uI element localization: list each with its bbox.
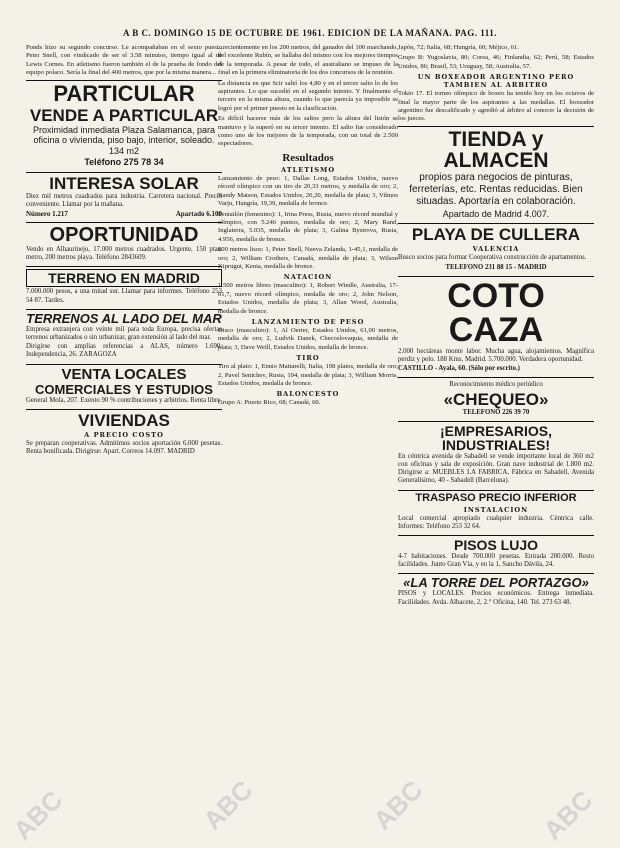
ad-pisos-lujo bbox=[398, 535, 594, 573]
ad-title: PISOS LUJO bbox=[453, 536, 539, 553]
abc-watermark: ABC bbox=[537, 784, 599, 846]
result-text: Disco (masculino): 1, Al Oerter, Estados Unidos, 61,00 metros, medalla de oro; 2, Ludvik Danek, Checoslovaquia, medalla de plata; 3, Dave Weill, Estados Unidos, medalla de bronce. bbox=[218, 326, 398, 351]
result-text: Pentatlón (femenino): 1, Irina Press, Rusia, nuevo récord mundial y olímpico, con 5.246 puntos, medalla de oro; 2, Mary Rand, Inglaterra, 5.035, medalla de plata; 3, Galina Bystrova, Rusia, 4.956, medalla de bronce. bbox=[218, 210, 398, 243]
ad-subtitle: VALENCIA bbox=[472, 245, 520, 254]
ad-text: Dirigirse con amplias referencias a ALAS, número 1.690. Independencia, 26. ZARAGOZA bbox=[26, 343, 222, 359]
result-text: Grupo A: Puerto Rico, 68; Canadá, 60. bbox=[218, 399, 321, 407]
page-header: A B C. DOMINGO 15 DE OCTUBRE DE 1961. EDICION DE LA MAÑANA. PAG. 111. bbox=[122, 28, 498, 38]
abc-watermark: ABC bbox=[197, 774, 259, 836]
ad-text: Local comercial apropiado cualquier industria. Céntrica calle. Informes: Teléfono 253 32 64. bbox=[398, 514, 594, 530]
ad-title: VENDE A PARTICULAR bbox=[29, 105, 219, 125]
ad-viviendas bbox=[26, 409, 222, 460]
result-text: 800 metros lisos: 1, Peter Snell, Nueva Zelanda, 1-45,1, medalla de oro; 2, William Crothers, Canadá, medalla de plata; 3, Wilson Kiprugut, Kenia, medalla de bronce. bbox=[218, 246, 398, 270]
column-2 bbox=[218, 44, 398, 844]
section-title: LANZAMIENTO DE PESO bbox=[251, 317, 365, 326]
ad-title: TIENDA y ALMACEN bbox=[443, 127, 549, 172]
ad-text: Se preparan cooperativas. Admitimos socios aportación 6.000 pesetas. Renta bonificada. Dirigirse: Apart. Correos 14.097. MADRID bbox=[26, 439, 222, 456]
ad-coto-caza bbox=[398, 276, 594, 378]
ad-subtitle: A PRECIO COSTO bbox=[84, 430, 164, 439]
abc-watermark: ABC bbox=[367, 774, 429, 836]
ad-address: CASTILLO - Ayala, 60. (Sólo por escrito.) bbox=[398, 365, 520, 373]
ad-number: Número 1.217 bbox=[26, 210, 68, 219]
ad-text: 7.000.000 pesos, a una mitad sur. Llamar para informes. Teléfono 253 54 87. Tardes. bbox=[26, 288, 222, 304]
ad-subtitle: INSTALACION bbox=[463, 505, 529, 514]
ad-title: TERRENOS AL LADO DEL MAR bbox=[26, 310, 222, 326]
article-text: Es difícil hacerse más de los saltos pero la altura del listón se mantuvo y la superó en su tercer intento. El salto fue considerado como uno de los mejores de la temporada, con un total de 2.500 espectadores. bbox=[218, 115, 398, 148]
ad-text: General Mola, 207. Exento 90 % contribuciones y arbitrios. Renta libre. bbox=[26, 396, 222, 404]
ad-playa-cullera bbox=[398, 223, 594, 275]
ad-title: «CHEQUEO» bbox=[443, 389, 549, 409]
ad-text: Diez mil metros cuadrados para industria. Carretera nacional. Precio conveniente. Llamar por la mañana. bbox=[26, 192, 222, 208]
ad-title: OPORTUNIDAD bbox=[49, 224, 199, 247]
section-title: NATACION bbox=[283, 273, 333, 282]
article-text: Ponds hizo su segundo concurso. Le acompañaban en el sexto puesto Peter Snell, con vindicado de ser el 3.58 minutos, tiempo igual al de Lewis Cornes. En atletismo fueron también el de la prueba de fondo del equipo polaco. Sería la final del 400 metros, que por la misma manera... bbox=[26, 44, 222, 77]
ad-text: 4-7 habitaciones. Desde 700.000 pesetas. Entrada 200.000. Resto facilidades. Junto Gran Vía, y en la 1, Sancho Dávila, 24. bbox=[398, 552, 594, 569]
ad-text: 2.000 hectáreas monte labor. Mucha agua, alojamientos. Magnífica perdiz y pelo. 188 Kms. Madrid. 5.700.000. Verdadera oportunidad. bbox=[398, 347, 594, 363]
ad-title: «LA TORRE DEL PORTAZGO» bbox=[403, 575, 589, 591]
ad-apartado: Apartado de Madrid 4.007. bbox=[442, 208, 550, 219]
ad-phone: Teléfono 275 78 34 bbox=[84, 157, 164, 168]
ad-title: PARTICULAR bbox=[53, 80, 195, 106]
ad-title: TERRENO EN MADRID bbox=[26, 269, 222, 287]
ad-traspaso bbox=[398, 490, 594, 535]
section-title: ATLETISMO bbox=[280, 165, 336, 174]
ad-text: Empresa extranjera con veinte mil para toda Europa, precisa ofertas terrenos urbanizados o sin urbanizar, gran extensión al lado del mar. bbox=[26, 325, 222, 342]
ad-text: Busco socios para formar Cooperativa construcción de apartamentos. bbox=[398, 254, 587, 262]
section-title: TIRO bbox=[296, 354, 320, 363]
article-text: Japón, 72; Italia, 68; Hungría, 60; Méjico, 61. bbox=[398, 44, 519, 51]
ad-title: PLAYA DE CULLERA bbox=[411, 225, 581, 245]
ad-tienda-almacen bbox=[398, 126, 594, 224]
article-text: ...recientemente en los 200 metros, del ganador del 100 marchando, del excelente Rubín, se hallaba del mismo con los mejores tiempos de la temporada. A pesar de todo, el australiano se impuso de la final en la primera eliminatoria de los dos concursos de la reunión. bbox=[218, 44, 398, 77]
ad-title: VIVIENDAS bbox=[78, 410, 170, 430]
result-text: Lanzamiento de peso: 1, Dallas Long, Estados Unidos, nuevo récord olímpico con un tiro de 20,33 metros, y medalla de oro; 2, Randy Matson, Estados Unidos, 20,20, medalla de plata; 3, Vilmos Varju, Hungría, 19,39, medalla de bronce. bbox=[218, 174, 398, 208]
ad-chequeo bbox=[398, 377, 594, 420]
ad-torre-portazgo bbox=[398, 573, 594, 610]
ad-text: propios para negocios de pinturas, ferreterías, etc. Rentas reducidas. Bien situadas. Aportaría en colaboración. bbox=[409, 171, 583, 207]
ad-terreno-madrid bbox=[26, 266, 222, 308]
result-text: Tiro al plato: 1, Ennio Mattarelli, Italia, 198 platos, medalla de oro; 2, Pavel Senichev, Rusia, 194, medalla de plata; 3, William Morris, Estados Unidos, medalla de bronce. bbox=[218, 363, 398, 387]
ad-title: VENTA LOCALES bbox=[61, 365, 187, 383]
ad-venta-locales bbox=[26, 364, 222, 409]
column-3 bbox=[398, 44, 594, 844]
result-text: 1.500 metros libres (masculino): 1, Robert Windle, Australia, 17-01,7, nuevo récord olímpico, medalla de oro; 2, John Nelson, Estados Unidos, medalla de plata; 3, Allan Wood, Australia, medalla de bronce. bbox=[218, 282, 398, 315]
article-text: La distancia en que Scir saltó los 4,80 y en el tercer salto lo de los aspirantes. Lo que sucedió en el segundo intento. Y finalmente el tercero en la misma altura, cuando lo que parecía ya imposible se logró por el primer puesto en la clasificación. bbox=[218, 79, 398, 112]
article-text: Tokio 17. El torneo olímpico de boxeo ha tenido hoy en los octavos de final la mayor parte de los aspirantes a las medallas. El boxeador argentino fue descalificado y agredió al árbitro al conocer la decisión de los jueces. bbox=[398, 90, 594, 123]
ad-text: Proximidad inmediata Plaza Salamanca, para oficina o vivienda, piso bajo, interior, soleado. 134 m2 bbox=[32, 124, 216, 156]
ad-empresarios bbox=[398, 421, 594, 490]
ad-phone: TELEFONO 226 39 70 bbox=[462, 408, 530, 416]
ad-title: ¡EMPRESARIOS, INDUSTRIALES! bbox=[439, 422, 552, 453]
section-title: UN BOXEADOR ARGENTINO PERO TAMBIEN AL ARBITRO bbox=[417, 73, 575, 90]
abc-watermark: ABC bbox=[7, 784, 69, 846]
ad-title: TRASPASO PRECIO INFERIOR bbox=[415, 491, 577, 504]
ad-title: COMERCIALES Y ESTUDIOS bbox=[35, 381, 213, 397]
ad-particular bbox=[26, 80, 222, 172]
ad-terrenos-mar bbox=[26, 309, 222, 364]
ad-phone: TELEFONO 231 88 15 - MADRID bbox=[445, 263, 547, 271]
ad-apartado: Apartado 6.100 bbox=[175, 210, 222, 219]
ad-text: PISOS y LOCALES. Precios económicos. Entrega inmediata. Facilidades. Avda. Albacete, 2, 2.° Oficina, 140. Tel. 273 63 48. bbox=[398, 590, 594, 606]
section-title: BALONCESTO bbox=[276, 390, 340, 399]
article-text: Grupo B: Yugoslavia, 80; Corea, 46; Finlandia, 62; Perú, 58; Estados Unidos, 86; Brasil, 53; Uruguay, 58; Australia, 57. bbox=[398, 54, 594, 70]
ad-text: Vendo en Alhaurinejo, 17.000 metros cuadrados. Urgente, 150 ptas. metro, 200 metros playa. Teléfono 2843609. bbox=[26, 246, 222, 262]
ad-title: COTO CAZA bbox=[447, 276, 545, 349]
ad-interesa-solar bbox=[26, 172, 222, 222]
ad-title: INTERESA SOLAR bbox=[49, 173, 199, 193]
ad-oportunidad bbox=[26, 222, 222, 266]
column-1 bbox=[26, 44, 222, 844]
ad-text: En céntrica avenida de Sabadell se vende importante local de 360 m2 con oficinas y sala de exposición. Gran nave industrial de 1.800 m2. Dirigirse a: MUEBLES LA FABRICA, Fábrica en Sabadell, Avenida Generalísimo, 40 - Sabadell (Barcelona). bbox=[398, 452, 594, 485]
results-title: Resultados bbox=[282, 151, 334, 164]
ad-text: Reconocimiento médico periódico bbox=[449, 381, 543, 389]
